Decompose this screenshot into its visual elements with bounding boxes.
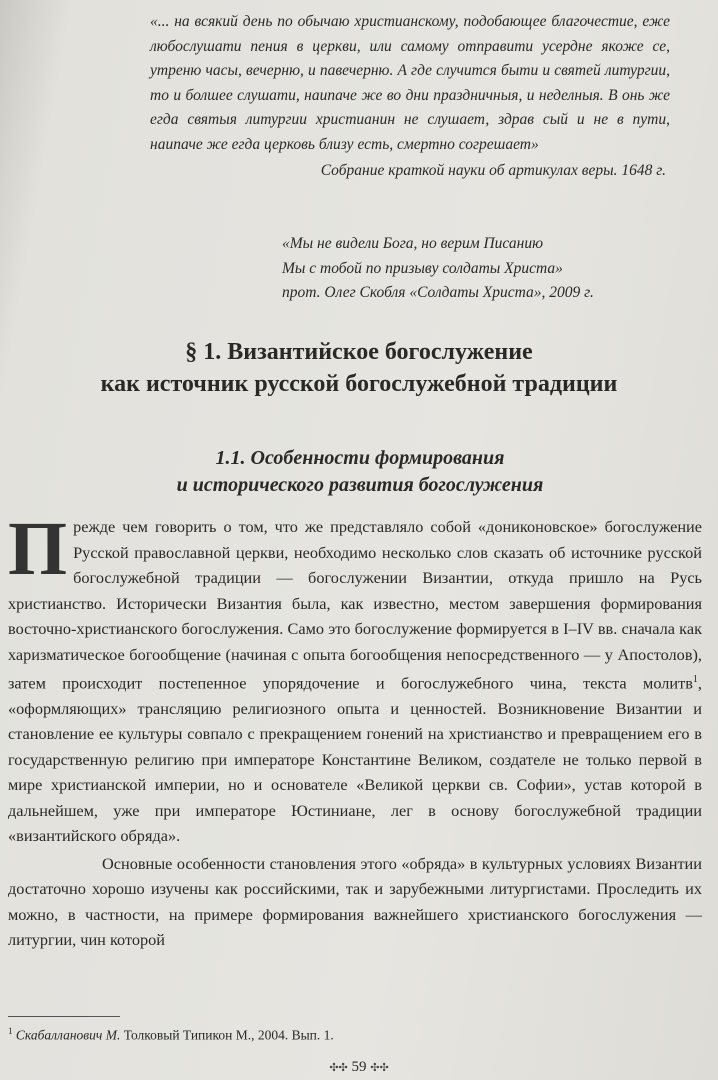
subsection-title-line-2: и исторического развития богослужения: [176, 474, 544, 496]
paragraph-1-continued: , «оформляющих» трансляцию религиозного опыта и ценностей. Возникновение Византии и становление ее культуры совпало с прекращением гонений на христианство и превращением его в государственную религию при императоре Константине Великом, создателе не только первой в мире христианской империи, но и основателе «Великой церкви св. Софии», устав которой в дальнейшем, уже при императоре Юстиниане, лег в основу богослужебной традиции «византийского обряда».: [8, 673, 702, 846]
epigraph-quote-2: [282, 232, 692, 306]
epigraph-source-2: прот. Олег Скобля «Солдаты Христа», 2009 г.: [282, 284, 594, 301]
footnote: [8, 1022, 334, 1045]
paragraph-1: [8, 507, 702, 849]
page-number: 59: [351, 1059, 367, 1075]
footnote-divider: [8, 1016, 120, 1017]
epigraph-line-2: Мы с тобой по призыву солдаты Христа»: [282, 259, 563, 277]
paragraph-1-text: режде чем говорить о том, что же представляло собой «дониконовское» богослужение Русской православной церкви, необходимо несколько слов сказать об источнике русской богослужебной традиции — богослужении Византии, откуда пришло на Русь христианство. Исторически Византия была, как известно, местом завершения формирования восточно-христианского богослужения. Само это богослужение формируется в I–IV вв. сначала как харизматическое богообщение (начиная с опыта богообщения непосредственного — у Апостолов), затем происходит постепенное упорядочение и богослужебного чина, текста молитв: [8, 517, 702, 693]
subsection-title-line-1: 1.1. Особенности формирования: [215, 447, 505, 469]
paragraph-2: Основные особенности становления этого «обряда» в культурных условиях Византии достаточно хорошо изучены как российскими, так и зарубежными литургистами. Проследить их можно, в частности, на примере формирования важнейшего христианского богослужения — литургии, чин которой: [8, 853, 702, 950]
section-title-line-1: § 1. Византийское богослужение: [185, 339, 533, 365]
footnote-number: 1: [8, 1026, 13, 1036]
ornament-right-icon: ✣✣: [370, 1062, 389, 1074]
epigraph-source: Собрание краткой науки об артикулах веры. 1648 г.: [320, 162, 666, 179]
footnote-reference[interactable]: 1: [692, 674, 698, 685]
subsection-title: [60, 445, 660, 499]
drop-cap: П: [8, 507, 68, 591]
footnote-text: Толковый Типикон М., 2004. Вып. 1.: [123, 1027, 334, 1043]
section-title-line-2: как источник русской богослужебной традиции: [100, 371, 618, 397]
body-text: [8, 507, 702, 953]
page-number-line: [0, 1057, 718, 1078]
footnote-author: Скабалланович М.: [15, 1027, 121, 1043]
ornament-left-icon: ✣✣: [329, 1062, 348, 1074]
epigraph-text: «... на всякий день по обычаю христианскому, подобающее благочестие, еже любослушати пения в церкви, или самому отправити усердне якоже се, утреню часы, вечерню, и павечерню. А где случится быти и святей литургии, то и болшее слушати, наипаче же во дни праздничныя, и неделныя. В онь же егда святыя литургии христианин не слушает, здрав сый и не в пути, наипаче же егда церковь близу есть, смертно согрешает»: [150, 13, 670, 153]
section-title: [0, 336, 718, 400]
epigraph-line-1: «Мы не видели Бога, но верим Писанию: [282, 235, 544, 252]
epigraph-quote: [150, 10, 670, 184]
